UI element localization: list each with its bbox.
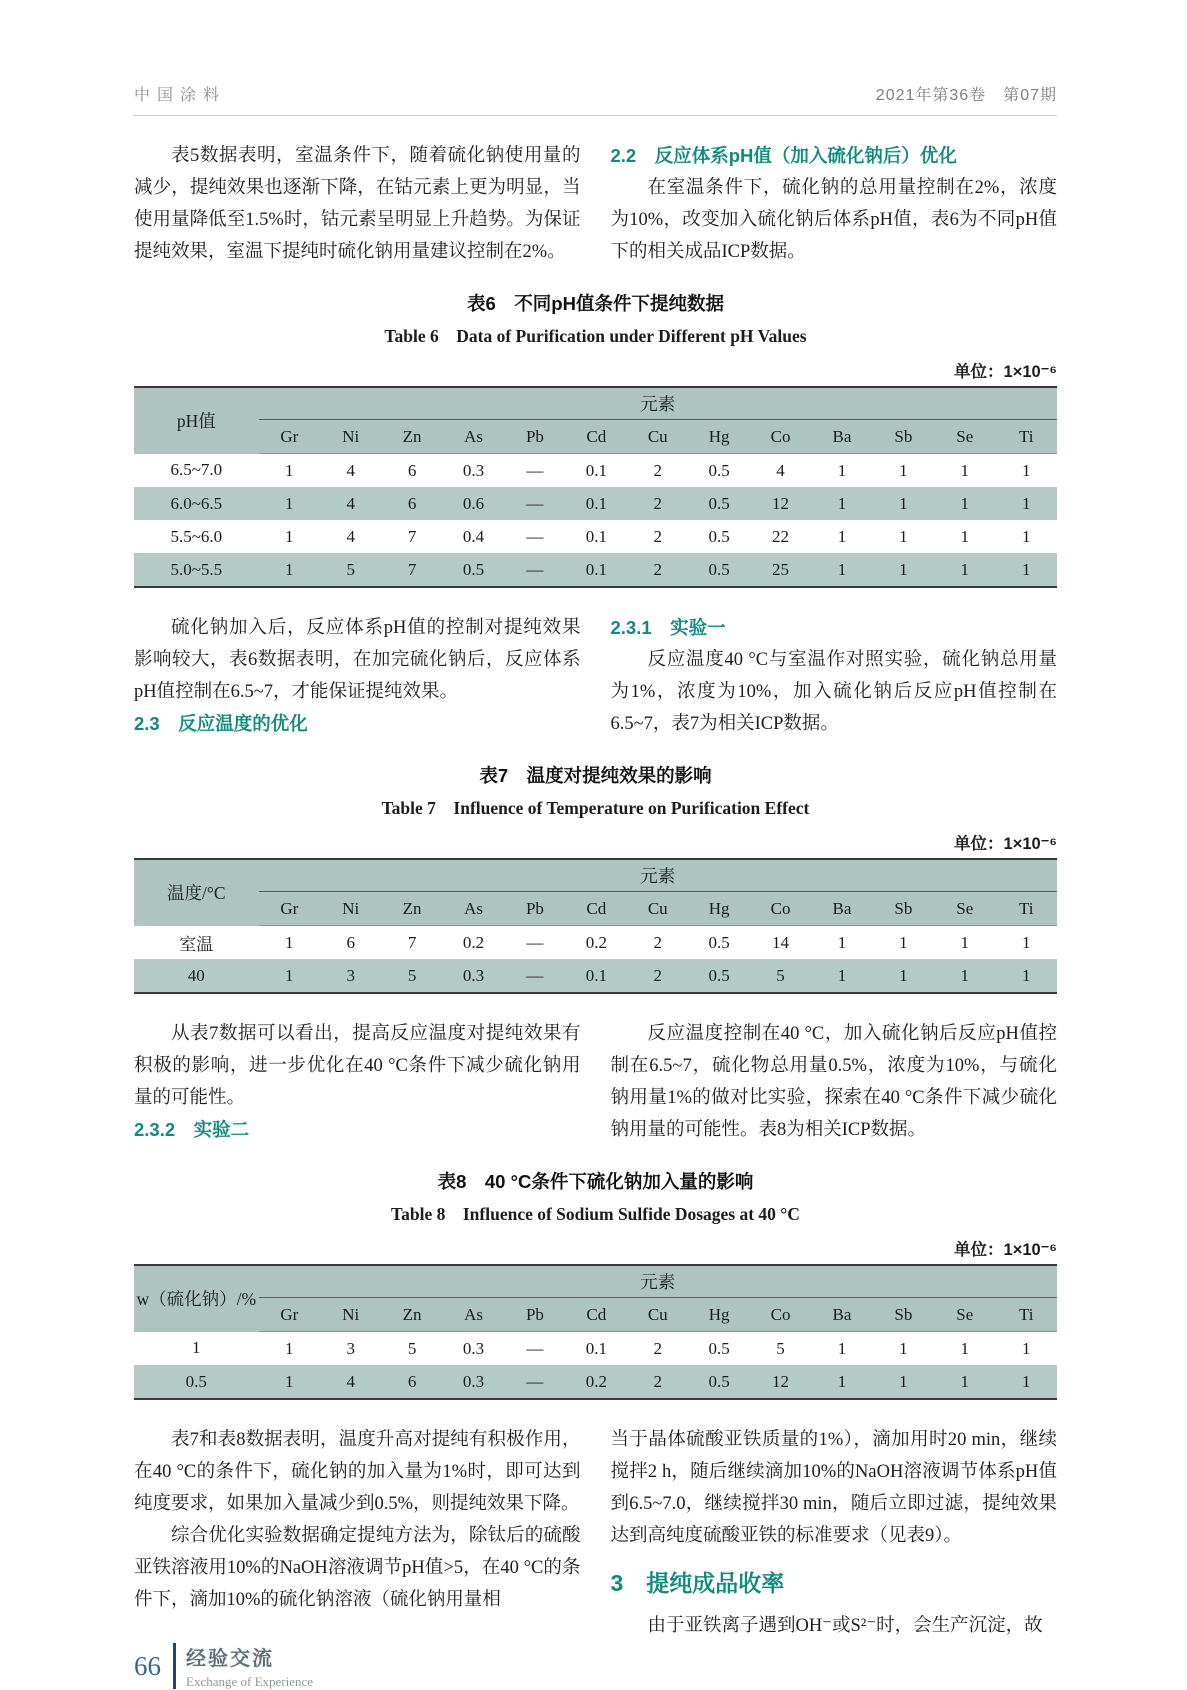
table-cell: 1 bbox=[960, 526, 970, 546]
table-cell: 0.5 bbox=[688, 553, 749, 587]
table-cell: 0.3 bbox=[462, 460, 485, 480]
table-column-header: Sb bbox=[873, 1298, 934, 1332]
issue-info: 2021年第36卷 第07期 bbox=[875, 87, 1057, 104]
table-column-header: Se bbox=[934, 1298, 995, 1332]
table-cell: — bbox=[504, 487, 565, 520]
table-cell: 1 bbox=[837, 526, 847, 546]
table-row-header-label: 温度/°C bbox=[134, 859, 259, 926]
table8-block bbox=[134, 1168, 1057, 1400]
table-cell: 0.1 bbox=[566, 487, 627, 520]
right-column bbox=[611, 1018, 1058, 1146]
table7-title-cn: 表7 温度对提纯效果的影响 bbox=[479, 765, 712, 786]
left-column bbox=[134, 1018, 581, 1146]
table-cell: 2 bbox=[653, 526, 662, 546]
table-cell: 1 bbox=[811, 1365, 872, 1399]
table-cell: 0.4 bbox=[462, 526, 485, 546]
table-row-label: 6.5~7.0 bbox=[170, 460, 223, 480]
table-cell: 5 bbox=[320, 553, 381, 587]
table-column-header: Gr bbox=[259, 1298, 320, 1332]
table-cell: 1 bbox=[285, 932, 294, 952]
table-column-header: Ba bbox=[811, 892, 872, 926]
table-column-header: Ba bbox=[811, 420, 872, 454]
section-heading-2-2: 2.2 反应体系pH值（加入硫化钠后）优化 bbox=[610, 145, 957, 166]
table-group-header: 元素 bbox=[259, 387, 1057, 420]
right-column bbox=[611, 1424, 1058, 1642]
table-cell: 1 bbox=[1021, 1338, 1031, 1358]
table-cell: 7 bbox=[407, 932, 417, 952]
table-cell: — bbox=[504, 959, 565, 993]
table-cell: 0.5 bbox=[688, 487, 749, 520]
table-cell: 1 bbox=[873, 487, 934, 520]
table-row bbox=[134, 1332, 1057, 1366]
table-cell: 0.3 bbox=[443, 959, 504, 993]
table-column-header: Ni bbox=[320, 892, 381, 926]
table-cell: 1 bbox=[811, 487, 872, 520]
table-cell: 12 bbox=[750, 1365, 811, 1399]
table-column-header: As bbox=[443, 892, 504, 926]
section-heading-2-3-1: 2.3.1 实验一 bbox=[610, 617, 726, 638]
table-cell: 0.3 bbox=[462, 1338, 485, 1358]
table-cell: 1 bbox=[811, 553, 872, 587]
table-cell: 1 bbox=[995, 487, 1057, 520]
paragraph: 反应温度40 °C与室温作对照实验，硫化钠总用量为1%，浓度为10%，加入硫化钠后反应pH值控制在6.5~7，表7为相关ICP数据。 bbox=[610, 650, 1057, 734]
table-cell: 1 bbox=[934, 959, 995, 993]
table-cell: 1 bbox=[960, 1338, 970, 1358]
paragraph: 硫化钠加入后，反应体系pH值的控制对提纯效果影响较大，表6数据表明，在加完硫化钠后，反应体系pH值控制在6.5~7，才能保证提纯效果。 bbox=[134, 618, 581, 702]
table-row bbox=[134, 926, 1057, 960]
table-column-header: Hg bbox=[688, 1298, 749, 1332]
table-column-header: Cu bbox=[627, 1298, 688, 1332]
table-cell: 0.1 bbox=[566, 553, 627, 587]
table-row-label: 1 bbox=[192, 1338, 201, 1358]
table-row-label: 室温 bbox=[179, 934, 214, 954]
table-cell: 1 bbox=[837, 932, 847, 952]
table-cell: 14 bbox=[772, 932, 790, 952]
table-cell: 1 bbox=[1021, 460, 1031, 480]
table-column-header: Ti bbox=[995, 420, 1057, 454]
table-column-header: Co bbox=[750, 1298, 811, 1332]
table-column-header: Ba bbox=[811, 1298, 872, 1332]
paragraph: 反应温度控制在40 °C，加入硫化钠后反应pH值控制在6.5~7，硫化物总用量0.5%，浓度为10%，与硫化钠用量1%的做对比实验，探索在40 °C条件下减少硫化钠用量的可能性。表8为相关ICP数据。 bbox=[610, 1024, 1057, 1140]
page-header bbox=[134, 82, 1057, 116]
table-row-header-label: w（硫化钠）/% bbox=[134, 1265, 259, 1332]
table-cell: 0.5 bbox=[708, 526, 730, 546]
table-cell: — bbox=[526, 1338, 544, 1358]
table-column-header: Zn bbox=[381, 892, 442, 926]
table-column-header: As bbox=[443, 1298, 504, 1332]
table-cell: 1 bbox=[259, 1365, 320, 1399]
table-cell: 3 bbox=[320, 959, 381, 993]
table-group-header: 元素 bbox=[259, 1265, 1057, 1298]
table-cell: 4 bbox=[320, 487, 381, 520]
table-column-header: Ni bbox=[320, 420, 381, 454]
table6-unit: 单位：1×10⁻⁶ bbox=[954, 363, 1057, 381]
table-cell: 5 bbox=[776, 1338, 785, 1358]
right-column bbox=[611, 140, 1058, 268]
table-column-header: Cd bbox=[566, 892, 627, 926]
table-cell: 1 bbox=[259, 487, 320, 520]
table-cell: 1 bbox=[259, 553, 320, 587]
table-column-header: Pb bbox=[504, 1298, 565, 1332]
table-cell: 1 bbox=[934, 487, 995, 520]
table6-title-en: Table 6 Data of Purification under Different pH Values bbox=[384, 326, 807, 346]
table-cell: 1 bbox=[873, 959, 934, 993]
table-cell: 0.6 bbox=[443, 487, 504, 520]
paragraph: 表7和表8数据表明，温度升高对提纯有积极作用，在40 °C的条件下，硫化钠的加入量为1%时，即可达到纯度要求，如果加入量减少到0.5%，则提纯效果下降。 bbox=[134, 1430, 581, 1514]
table-cell: 2 bbox=[627, 487, 688, 520]
section-heading-3: 3 提纯成品收率 bbox=[610, 1570, 785, 1596]
table-cell: 1 bbox=[837, 1338, 847, 1358]
table-column-header: Cu bbox=[627, 892, 688, 926]
table-cell: 2 bbox=[653, 1338, 662, 1358]
table-column-header: Sb bbox=[873, 892, 934, 926]
table-cell: 1 bbox=[1021, 526, 1031, 546]
table-cell: 0.1 bbox=[585, 460, 607, 480]
table-row bbox=[134, 520, 1057, 553]
table-row bbox=[134, 553, 1057, 587]
table-cell: 1 bbox=[899, 1338, 908, 1358]
table-row bbox=[134, 959, 1057, 993]
table-cell: 0.5 bbox=[443, 553, 504, 587]
table-column-header: Zn bbox=[381, 1298, 442, 1332]
footer-divider bbox=[173, 1643, 176, 1689]
left-column bbox=[134, 140, 581, 268]
table-cell: 6 bbox=[381, 487, 442, 520]
table-cell: 22 bbox=[772, 526, 790, 546]
table-row-label: 40 bbox=[134, 959, 259, 993]
table-cell: 1 bbox=[960, 460, 970, 480]
table-column-header: Gr bbox=[259, 420, 320, 454]
table-group-header: 元素 bbox=[259, 859, 1057, 892]
table-cell: 3 bbox=[346, 1338, 355, 1358]
paragraph: 当于晶体硫酸亚铁质量的1%），滴加用时20 min，继续搅拌2 h，随后继续滴加10%的NaOH溶液调节体系pH值到6.5~7.0，继续搅拌30 min，随后立即过滤，提纯效果达到高纯度硫酸亚铁的标准要求（见表9）。 bbox=[610, 1430, 1057, 1546]
table-row bbox=[134, 1365, 1057, 1399]
table6-title-cn: 表6 不同pH值条件下提纯数据 bbox=[467, 293, 724, 314]
table-cell: 0.2 bbox=[585, 932, 607, 952]
table-cell: 2 bbox=[627, 1365, 688, 1399]
table-cell: 1 bbox=[1021, 932, 1031, 952]
table-cell: 1 bbox=[995, 553, 1057, 587]
table6 bbox=[134, 386, 1057, 588]
table-cell: 1 bbox=[285, 526, 294, 546]
table7-unit: 单位：1×10⁻⁶ bbox=[954, 835, 1057, 853]
table-row-label: 5.5~6.0 bbox=[170, 526, 223, 546]
table-column-header: Gr bbox=[259, 892, 320, 926]
table-cell: 12 bbox=[750, 487, 811, 520]
section-heading-2-3: 2.3 反应温度的优化 bbox=[134, 713, 308, 734]
page-number: 66 bbox=[134, 1650, 161, 1681]
table-column-header: Cd bbox=[566, 420, 627, 454]
table-row-label: 0.5 bbox=[134, 1365, 259, 1399]
table-cell: 4 bbox=[346, 460, 355, 480]
table-cell: 0.2 bbox=[462, 932, 485, 952]
paragraph: 在室温条件下，硫化钠的总用量控制在2%，浓度为10%，改变加入硫化钠后体系pH值，表6为不同pH值下的相关成品ICP数据。 bbox=[610, 178, 1057, 262]
table-cell: 7 bbox=[407, 526, 417, 546]
table-column-header: Zn bbox=[381, 420, 442, 454]
table-cell: 1 bbox=[837, 460, 847, 480]
paragraph: 表5数据表明，室温条件下，随着硫化钠使用量的减少，提纯效果也逐渐下降，在钴元素上更为明显，当使用量降低至1.5%时，钴元素呈明显上升趋势。为保证提纯效果，室温下提纯时硫化钠用量建议控制在2%。 bbox=[134, 146, 581, 262]
table-cell: 0.5 bbox=[688, 1365, 749, 1399]
table-cell: — bbox=[504, 1365, 565, 1399]
table-cell: 1 bbox=[285, 460, 294, 480]
table-row bbox=[134, 487, 1057, 520]
table-cell: 1 bbox=[995, 1365, 1057, 1399]
table-row-label: 6.0~6.5 bbox=[134, 487, 259, 520]
table-column-header: Co bbox=[750, 892, 811, 926]
table-cell: 1 bbox=[899, 526, 908, 546]
table-cell: 1 bbox=[899, 932, 908, 952]
table8 bbox=[134, 1264, 1057, 1400]
table-column-header: Sb bbox=[873, 420, 934, 454]
journal-name: 中国涂料 bbox=[134, 87, 227, 104]
table-column-header: Ti bbox=[995, 892, 1057, 926]
text-block-1 bbox=[134, 140, 1057, 268]
table8-unit: 单位：1×10⁻⁶ bbox=[954, 1241, 1057, 1259]
table-cell: 4 bbox=[346, 526, 355, 546]
table-cell: 1 bbox=[285, 1338, 294, 1358]
table-cell: 1 bbox=[995, 959, 1057, 993]
text-block-3 bbox=[134, 1018, 1057, 1146]
table-column-header: Se bbox=[934, 420, 995, 454]
footer-column-en: Exchange of Experience bbox=[186, 1674, 314, 1689]
table-cell: 4 bbox=[320, 1365, 381, 1399]
table-column-header: As bbox=[443, 420, 504, 454]
table-cell: 6 bbox=[346, 932, 355, 952]
table-column-header: Cd bbox=[566, 1298, 627, 1332]
table-cell: — bbox=[526, 932, 544, 952]
table-cell: 1 bbox=[960, 932, 970, 952]
table-cell: 2 bbox=[653, 460, 662, 480]
page-footer bbox=[134, 1642, 1057, 1690]
table-cell: 0.1 bbox=[585, 526, 607, 546]
table-row bbox=[134, 454, 1057, 488]
table-cell: 2 bbox=[627, 553, 688, 587]
table-cell: 0.5 bbox=[688, 959, 749, 993]
table-cell: 0.1 bbox=[566, 959, 627, 993]
table-column-header: Ti bbox=[995, 1298, 1057, 1332]
left-column bbox=[134, 612, 581, 740]
table6-block bbox=[134, 290, 1057, 588]
table-cell: 1 bbox=[934, 1365, 995, 1399]
table-column-header: Pb bbox=[504, 420, 565, 454]
table7 bbox=[134, 858, 1057, 994]
table-cell: 25 bbox=[750, 553, 811, 587]
table-cell: 0.1 bbox=[585, 1338, 607, 1358]
paragraph: 从表7数据可以看出，提高反应温度对提纯效果有积极的影响，进一步优化在40 °C条件下减少硫化钠用量的可能性。 bbox=[134, 1024, 581, 1108]
right-column bbox=[611, 612, 1058, 740]
table7-block bbox=[134, 762, 1057, 994]
table-cell: 5 bbox=[381, 959, 442, 993]
table-cell: 0.5 bbox=[708, 1338, 730, 1358]
section-heading-2-3-2: 2.3.2 实验二 bbox=[134, 1119, 250, 1140]
table-cell: — bbox=[526, 526, 544, 546]
table-cell: 1 bbox=[873, 1365, 934, 1399]
table-cell: 0.2 bbox=[566, 1365, 627, 1399]
table-row-header-label: pH值 bbox=[134, 387, 259, 454]
text-block-2 bbox=[134, 612, 1057, 740]
table-cell: — bbox=[526, 460, 544, 480]
footer-column-info bbox=[186, 1642, 313, 1690]
table7-title-en: Table 7 Influence of Temperature on Purification Effect bbox=[381, 798, 810, 818]
table-column-header: Hg bbox=[688, 892, 749, 926]
table-cell: 0.5 bbox=[708, 932, 730, 952]
table-cell: 6 bbox=[381, 1365, 442, 1399]
table-column-header: Co bbox=[750, 420, 811, 454]
table8-title-cn: 表8 40 °C条件下硫化钠加入量的影响 bbox=[437, 1171, 754, 1192]
paragraph: 综合优化实验数据确定提纯方法为，除钛后的硫酸亚铁溶液用10%的NaOH溶液调节pH值>5，在40 °C的条件下，滴加10%的硫化钠溶液（硫化钠用量相 bbox=[134, 1526, 581, 1610]
table-row-label: 5.0~5.5 bbox=[134, 553, 259, 587]
left-column bbox=[134, 1424, 581, 1642]
footer-column-cn: 经验交流 bbox=[186, 1648, 274, 1670]
table-cell: 2 bbox=[653, 932, 662, 952]
table-cell: 7 bbox=[381, 553, 442, 587]
table-column-header: Pb bbox=[504, 892, 565, 926]
table-cell: 4 bbox=[776, 460, 785, 480]
table-column-header: Se bbox=[934, 892, 995, 926]
text-block-4 bbox=[134, 1424, 1057, 1642]
table-cell: 5 bbox=[407, 1338, 417, 1358]
table-cell: 1 bbox=[873, 553, 934, 587]
table-column-header: Ni bbox=[320, 1298, 381, 1332]
table-column-header: Cu bbox=[627, 420, 688, 454]
table-cell: 1 bbox=[811, 959, 872, 993]
table-cell: 2 bbox=[627, 959, 688, 993]
table-cell: 1 bbox=[899, 460, 908, 480]
table-cell: 1 bbox=[934, 553, 995, 587]
table-cell: 5 bbox=[750, 959, 811, 993]
table8-title-en: Table 8 Influence of Sodium Sulfide Dosages at 40 °C bbox=[391, 1204, 800, 1224]
table-cell: — bbox=[504, 553, 565, 587]
table-cell: 0.3 bbox=[443, 1365, 504, 1399]
table-cell: 1 bbox=[259, 959, 320, 993]
table-column-header: Hg bbox=[688, 420, 749, 454]
paragraph: 由于亚铁离子遇到OH⁻或S²⁻时，会生产沉淀，故 bbox=[647, 1616, 1043, 1636]
table-cell: 0.5 bbox=[708, 460, 730, 480]
table-cell: 6 bbox=[407, 460, 417, 480]
